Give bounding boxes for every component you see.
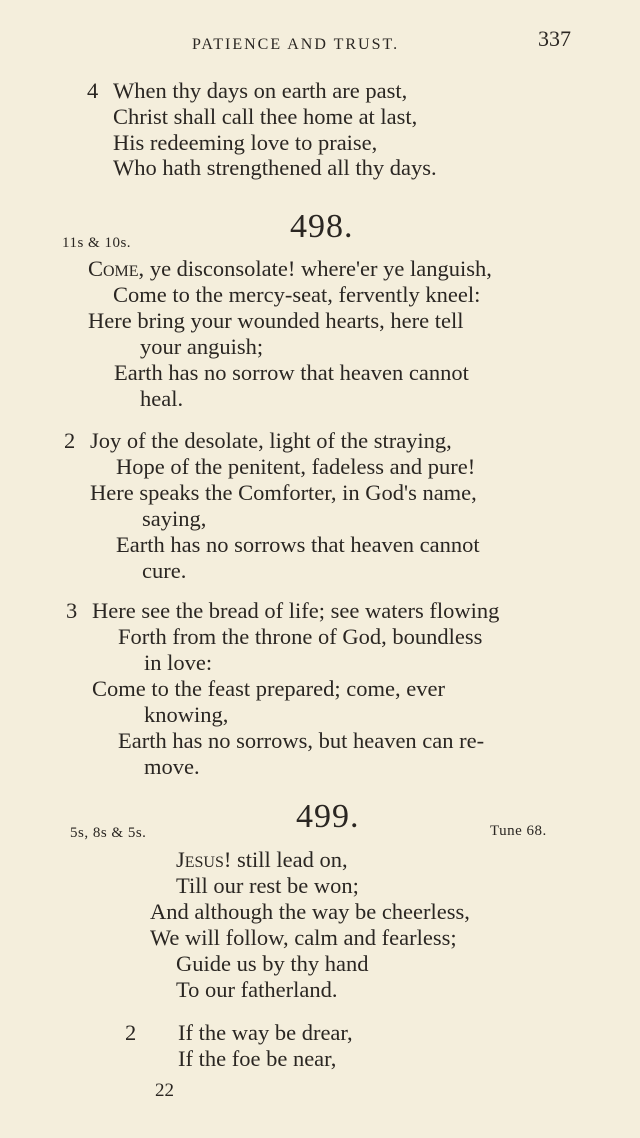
hymn-line: Forth from the throne of God, boundless (118, 624, 483, 649)
verse-number: 4 (87, 78, 99, 103)
hymn-line: Here speaks the Comforter, in God's name, (90, 480, 477, 505)
hymn-line: Earth has no sorrows that heaven cannot (116, 532, 480, 557)
hymn-line: Guide us by thy hand (176, 951, 369, 976)
hymn-line: Hope of the penitent, fadeless and pure! (116, 454, 476, 479)
hymn-line: Christ shall call thee home at last, (113, 104, 418, 129)
hymn-line: cure. (142, 558, 187, 583)
hymn-meter: 11s & 10s. (62, 235, 132, 251)
hymn-line: If the foe be near, (178, 1046, 337, 1071)
hymn-line: Earth has no sorrow that heaven cannot (114, 360, 469, 385)
verse-number: 2 (64, 428, 76, 453)
line-text: still lead on, (231, 847, 348, 872)
hymn-line: Till our rest be won; (176, 873, 359, 898)
hymn-line: saying, (142, 506, 207, 531)
hymn-line: in love: (144, 650, 213, 675)
verse-number: 2 (125, 1020, 137, 1045)
hymn-line (176, 847, 348, 873)
line-text: ye disconsolate! where'er ye languish, (144, 256, 492, 281)
hymn-meter: 5s, 8s & 5s. (70, 825, 147, 841)
hymn-line: And although the way be cheerless, (150, 899, 470, 924)
first-word: Come, (88, 256, 145, 281)
hymn-line: move. (144, 754, 200, 779)
hymn-line: When thy days on earth are past, (113, 78, 408, 103)
hymn-number: 499. (296, 798, 360, 835)
hymn-line: knowing, (144, 702, 229, 727)
first-word: Jesus! (176, 847, 232, 872)
hymn-line (88, 256, 492, 282)
hymn-line: Come to the feast prepared; come, ever (92, 676, 445, 701)
page-number: 337 (538, 26, 571, 51)
hymn-line: If the way be drear, (178, 1020, 353, 1045)
tune-reference: Tune 68. (490, 823, 547, 839)
hymn-line: Who hath strengthened all thy days. (113, 155, 437, 180)
verse-number: 3 (66, 598, 78, 623)
hymn-line: heal. (140, 386, 184, 411)
hymn-line: Here see the bread of life; see waters flowing (92, 598, 500, 623)
signature-mark: 22 (155, 1080, 174, 1101)
hymn-line: To our fatherland. (176, 977, 338, 1002)
hymn-line: Joy of the desolate, light of the straying, (90, 428, 452, 453)
hymn-line: We will follow, calm and fearless; (150, 925, 457, 950)
hymn-number: 498. (290, 208, 354, 245)
hymn-line: your anguish; (140, 334, 264, 359)
hymn-line: Come to the mercy-seat, fervently kneel: (113, 282, 481, 307)
running-head: PATIENCE AND TRUST. (192, 36, 400, 53)
hymn-line: Here bring your wounded hearts, here tell (88, 308, 464, 333)
hymn-line: Earth has no sorrows, but heaven can re- (118, 728, 485, 753)
hymn-line: His redeeming love to praise, (113, 130, 378, 155)
